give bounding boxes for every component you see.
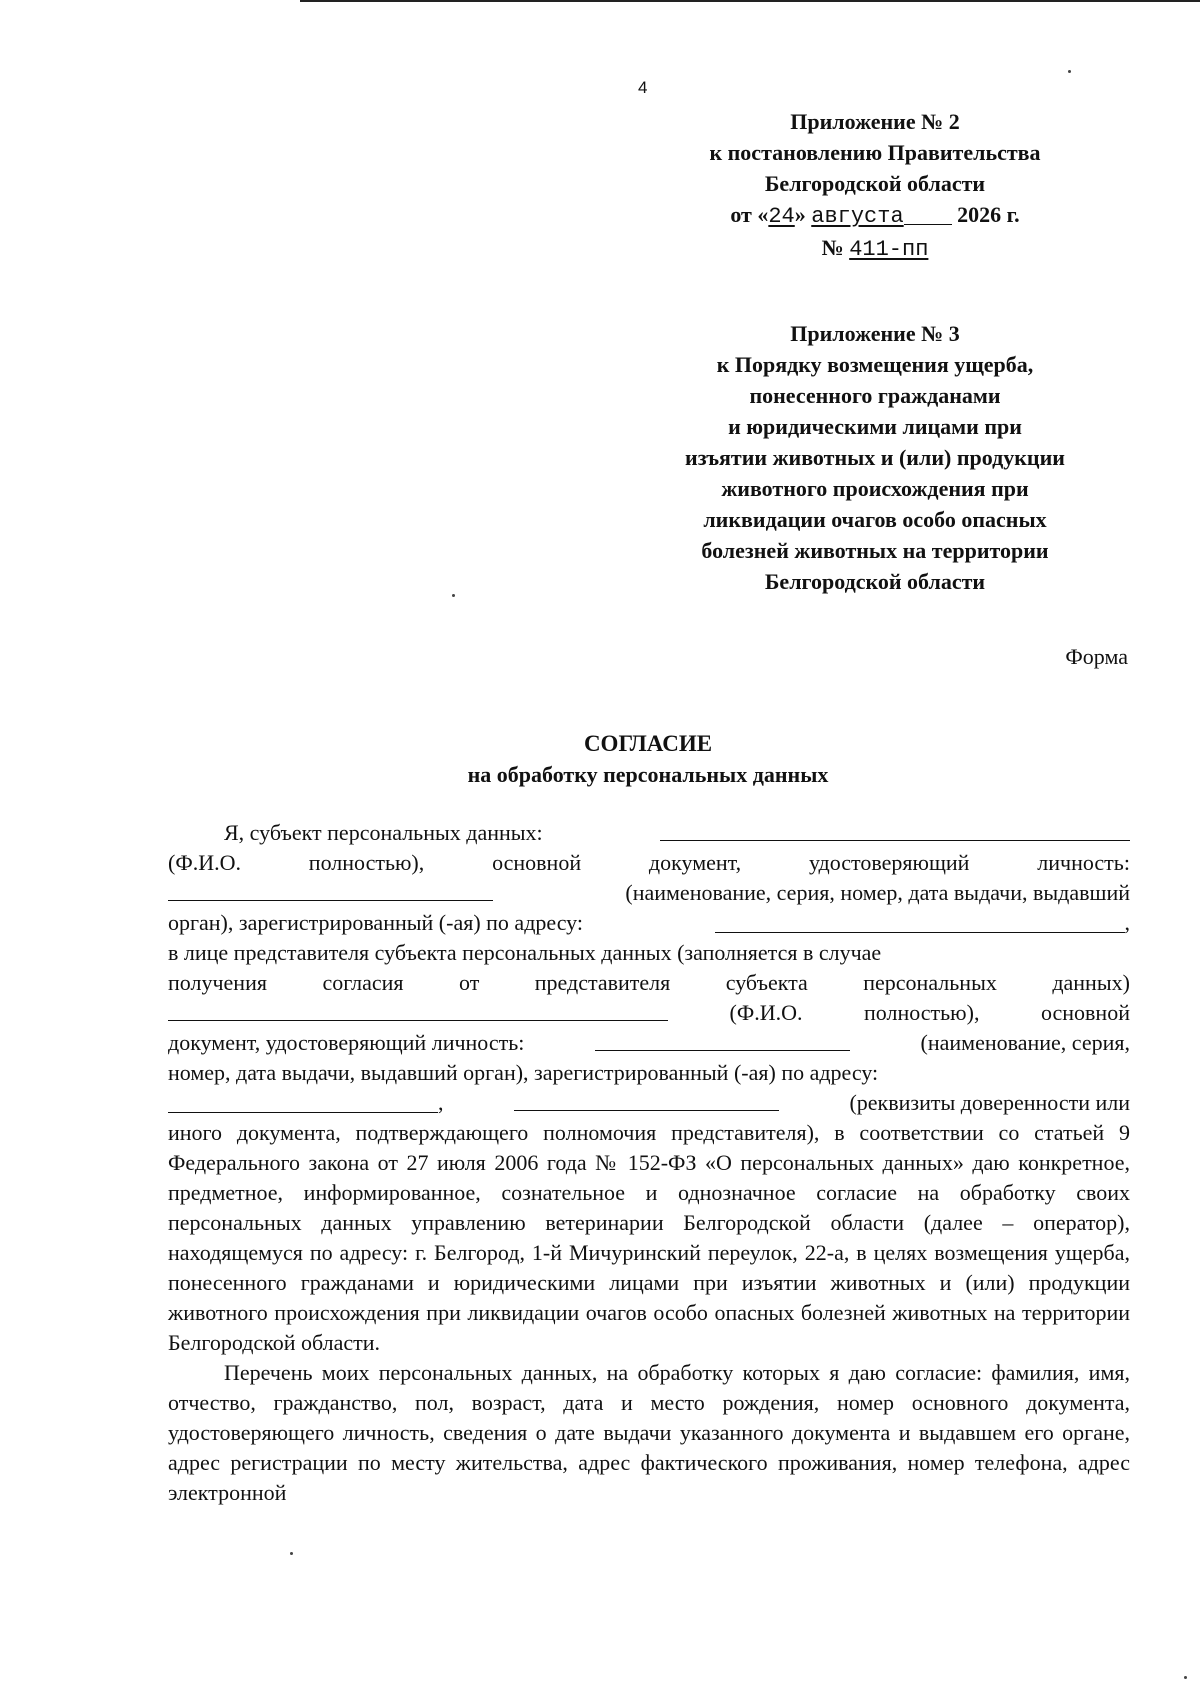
- scan-speck: [1068, 70, 1071, 73]
- form-label: Форма: [1065, 644, 1128, 669]
- document-blank: [168, 878, 493, 901]
- document-number: 411-пп: [849, 237, 929, 262]
- appendix-2-number: № 411-пп: [821, 235, 929, 262]
- appendix-2-line-2: к постановлению Правительства: [709, 140, 1041, 165]
- body-line: , (реквизиты доверенности или: [168, 1088, 1130, 1118]
- date-month: августа: [811, 204, 904, 229]
- fio-blank: [660, 818, 1130, 841]
- representative-address-blank: [168, 1090, 438, 1113]
- consent-body: [168, 818, 1130, 1508]
- page-number: 4: [638, 78, 648, 97]
- body-line: (наименование, серия, номер, дата выдачи, выдавший: [168, 878, 1130, 908]
- representative-fio-blank: [168, 998, 668, 1021]
- power-of-attorney-blank: [514, 1088, 779, 1111]
- appendix-2-title: Приложение № 2: [790, 109, 960, 134]
- page-top-edge-line: [300, 0, 1200, 2]
- appendix-3-line: к Порядку возмещения ущерба,: [716, 352, 1034, 377]
- body-line: (Ф.И.О. полностью), основной документ, удостоверяющий личность:: [168, 850, 1130, 875]
- consent-paragraph-2: Перечень моих персональных данных, на обработку которых я даю согласие: фамилия, имя, отчество, гражданство, пол, возраст, дата и место рождения, номер основного документа, удостоверяющего личность, сведения о дате выдачи указанного документа и выдавшем его органе, адрес регистрации по месту жительства, адрес фактического проживания, номер телефона, адрес электронной: [168, 1360, 1130, 1505]
- appendix-2-line-3: Белгородской области: [764, 171, 986, 196]
- body-line: в лице представителя субъекта персональных данных (заполняется в случае: [168, 940, 882, 965]
- representative-document-blank: [595, 1028, 850, 1051]
- date-day: 24: [768, 204, 795, 229]
- appendix-3-line: ликвидации очагов особо опасных: [703, 507, 1047, 532]
- body-line: (Ф.И.О. полностью), основной: [168, 998, 1130, 1028]
- appendix-2-header: [640, 106, 1110, 265]
- scan-speck: [290, 1552, 293, 1555]
- appendix-3-header: [640, 318, 1110, 597]
- consent-paragraph-1-rest: иного документа, подтверждающего полномочия представителя), в соответствии со статьей 9 Федерального закона от 27 июля 2006 года № 152-ФЗ «О персональных данных» даю конкретное, предметное, информированное, сознательное и однозначное согласие на обработку своих персональных данных управлению ветеринарии Белгородской области (далее – оператор), находящемуся по адресу: г. Белгород, 1-й Мичуринский переулок, 22-а, в целях возмещения ущерба, понесенного гражданами и юридическими лицами при изъятии животных и (или) продукции животного происхождения при ликвидации очагов особо опасных болезней животных на территории Белгородской области.: [168, 1120, 1130, 1355]
- body-line: Я, субъект персональных данных:: [168, 818, 1130, 848]
- body-line: получения согласия от представителя субъекта персональных данных): [168, 970, 1130, 995]
- date-year: 2026 г.: [957, 202, 1020, 227]
- appendix-3-line: Белгородской области: [764, 569, 986, 594]
- appendix-3-line: животного происхождения при: [721, 476, 1029, 501]
- document-subtitle: на обработку персональных данных: [467, 762, 829, 787]
- body-line: орган), зарегистрированный (-ая) по адресу: ,: [168, 910, 1130, 935]
- appendix-3-line: понесенного гражданами: [749, 383, 1001, 408]
- scan-speck: [1184, 1676, 1187, 1679]
- body-line: документ, удостоверяющий личность: (наименование, серия,: [168, 1030, 1130, 1055]
- address-blank: [715, 910, 1125, 933]
- appendix-2-date: от «24» августа 2026 г.: [730, 202, 1020, 229]
- scan-speck: [452, 594, 455, 597]
- appendix-3-line: болезней животных на территории: [701, 538, 1049, 563]
- document-title: СОГЛАСИЕ: [583, 731, 713, 756]
- appendix-3-line: и юридическими лицами при: [728, 414, 1022, 439]
- body-line: номер, дата выдачи, выдавший орган), зарегистрированный (-ая) по адресу:: [168, 1060, 879, 1085]
- document-title-block: [168, 728, 1128, 790]
- appendix-3-line: Приложение № 3: [790, 321, 960, 346]
- appendix-3-line: изъятии животных и (или) продукции: [685, 445, 1065, 470]
